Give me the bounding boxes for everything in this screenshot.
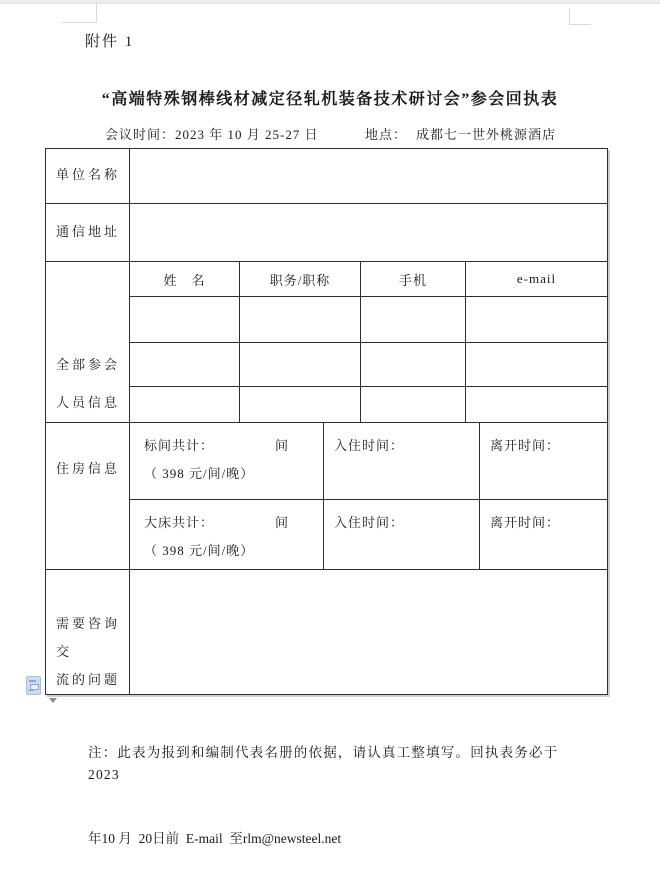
table-section-housing (46, 423, 607, 570)
standard-room-checkout-cell[interactable] (480, 423, 607, 500)
questions-label-line2: 流的问题 (56, 672, 121, 687)
checkout-time-label: 离开时间： (490, 438, 561, 454)
table-row-address (46, 204, 607, 262)
text-boundary-corner-top-right-icon (569, 8, 591, 25)
participant-name-cell[interactable] (130, 343, 240, 387)
participant-email-cell[interactable] (466, 387, 607, 422)
king-room-price-note: （ 398 元/间/晚） (144, 543, 255, 559)
footnote (88, 699, 588, 893)
table-section-participants (46, 262, 607, 423)
king-room-label: 大床共计： (144, 515, 215, 531)
object-anchor-icon (26, 676, 41, 695)
standard-room-label: 标间共计： (144, 438, 215, 454)
table-corner-tick-icon (49, 698, 57, 703)
meeting-location (365, 124, 556, 143)
participant-phone-header-cell: 手机 (361, 262, 466, 297)
participant-email-cell[interactable] (466, 297, 607, 343)
king-room-count-cell[interactable] (130, 500, 324, 569)
king-room-checkin-cell[interactable] (324, 500, 480, 569)
participants-grid (130, 262, 607, 422)
questions-label-line1: 需要咨询交 (56, 616, 121, 659)
meeting-info-line (0, 124, 660, 142)
participant-title-cell[interactable] (240, 343, 361, 387)
standard-room-count-cell[interactable] (130, 423, 324, 500)
questions-section-label (46, 570, 130, 694)
participants-label-line1: 全部参会 (56, 357, 121, 373)
participant-name-header-cell: 姓 名 (130, 262, 240, 297)
participants-section-label (46, 262, 130, 422)
footnote-line2: 年10 月 20日前 E-mail 至rlm@newsteel.net (88, 831, 342, 846)
housing-grid (130, 423, 607, 569)
participant-phone-cell[interactable] (361, 343, 466, 387)
meeting-location-value: 成都七一世外桃源酒店 (416, 127, 557, 142)
unit-name-label: 单位名称 (46, 149, 130, 203)
attachment-label: 附件 1 (85, 34, 135, 50)
meeting-time-value: 2023 年 10 月 25-27 日 (175, 127, 319, 142)
footnote-line1: 注：此表为报到和编制代表名册的依据，请认真工整填写。回执表务必于2023 (88, 745, 559, 782)
participant-email-cell[interactable] (466, 343, 607, 387)
participant-name-cell[interactable] (130, 297, 240, 343)
standard-room-price-note: （ 398 元/间/晚） (144, 466, 255, 482)
participants-label-line2: 人员信息 (56, 395, 121, 411)
participant-title-cell[interactable] (240, 387, 361, 422)
standard-room-unit-label: 间 (274, 438, 289, 454)
meeting-time-label: 会议时间： (105, 127, 176, 142)
reply-form-table (45, 148, 608, 695)
questions-input-cell[interactable] (130, 570, 607, 694)
meeting-location-label: 地点： (365, 127, 408, 142)
housing-section-label: 住房信息 (46, 423, 130, 569)
king-room-checkout-cell[interactable] (480, 500, 607, 569)
participant-name-cell[interactable] (130, 387, 240, 422)
text-boundary-corner-top-left-icon (62, 3, 97, 23)
checkin-time-label: 入住时间： (334, 438, 405, 454)
table-row-unit-name (46, 149, 607, 204)
participant-email-header-cell: e-mail (466, 262, 607, 297)
participant-phone-cell[interactable] (361, 387, 466, 422)
canvas-top-edge (0, 0, 660, 4)
checkout-time-label: 离开时间： (490, 515, 561, 531)
standard-room-checkin-cell[interactable] (324, 423, 480, 500)
king-room-unit-label: 间 (274, 515, 289, 531)
address-input-cell[interactable] (130, 204, 607, 261)
page-title: “高端特殊钢棒线材减定径轧机装备技术研讨会”参会回执表 (101, 91, 559, 108)
participant-title-header-cell: 职务/职称 (240, 262, 361, 297)
participant-title-cell[interactable] (240, 297, 361, 343)
checkin-time-label: 入住时间： (334, 515, 405, 531)
unit-name-input-cell[interactable] (130, 149, 607, 203)
participant-phone-cell[interactable] (361, 297, 466, 343)
table-row-questions (46, 570, 607, 694)
address-label: 通信地址 (46, 204, 130, 261)
meeting-time (105, 124, 319, 143)
